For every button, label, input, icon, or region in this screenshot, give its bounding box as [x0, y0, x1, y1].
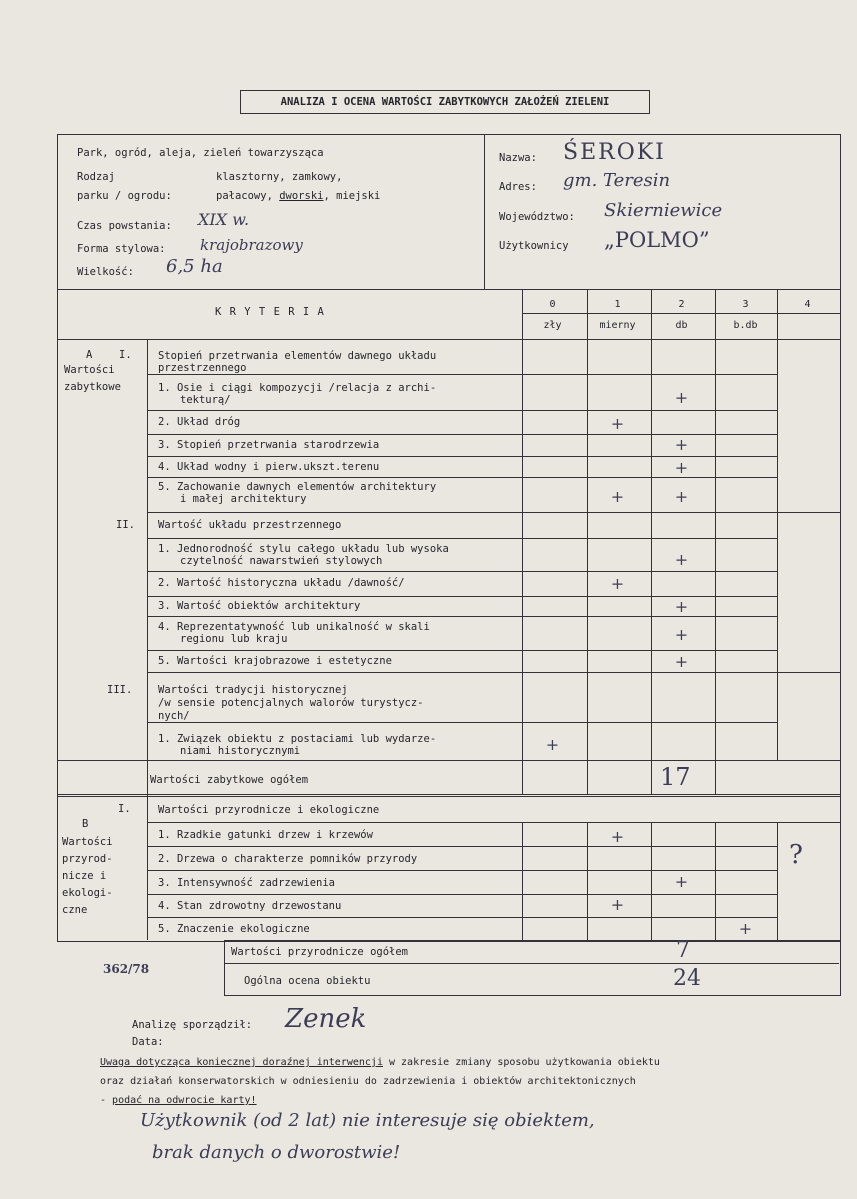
section-b-label-4: ekologi-: [62, 887, 113, 899]
czas-label: Czas powstania:: [77, 220, 172, 232]
wojewodztwo-value: Skierniewice: [604, 200, 723, 221]
criterion-a2-2: 2. Wartość historyczna układu /dawność/: [158, 577, 405, 589]
criterion-a3-1: 1. Związek obiektu z postaciami lub wydarze-: [158, 733, 437, 745]
group-i-title-1: Stopień przetrwania elementów dawnego układu: [158, 350, 437, 362]
criterion-a1-2: 2. Układ dróg: [158, 416, 241, 428]
section-b-label-5: czne: [62, 904, 88, 916]
criterion-a2-5: 5. Wartości krajobrazowe i estetyczne: [158, 655, 392, 667]
row-line: [147, 456, 777, 457]
section-a-letter: A: [86, 349, 93, 361]
kryteria-header: K R Y T E R I A: [215, 306, 325, 318]
section-b-label-1: Wartości: [62, 836, 113, 848]
type-line: Park, ogród, aleja, zieleń towarzysząca: [77, 147, 324, 159]
row-line: [147, 374, 777, 375]
criterion-a2-4: 4. Reprezentatywność lub unikalność w skali: [158, 621, 430, 633]
criterion-a2-3: 3. Wartość obiektów architektury: [158, 600, 361, 612]
mark-a1-2-mierny: +: [610, 414, 625, 433]
uzytkownicy-label: Użytkownicy: [499, 240, 569, 252]
row-line: [147, 571, 777, 572]
wielkosc-value: 6,5 ha: [166, 256, 223, 277]
criterion-a1-1-cont: tekturą/: [180, 394, 231, 406]
uwaga-prefix: Uwaga dotycząca koniecznej doraźnej interwencji: [100, 1057, 383, 1068]
criterion-a2-1: 1. Jednorodność stylu całego układu lub wysoka: [158, 543, 449, 555]
grade-num-2: 2: [678, 299, 685, 310]
group-i-num: I.: [119, 349, 132, 361]
criterion-b1-5: 5. Znaczenie ekologiczne: [158, 923, 310, 935]
row-line: [147, 870, 777, 871]
signature: Zenek: [285, 1004, 367, 1034]
section-b-total-label: Wartości przyrodnicze ogółem: [231, 946, 409, 958]
row-line: [147, 822, 840, 823]
criterion-b1-4: 4. Stan zdrowotny drzewostanu: [158, 900, 342, 912]
col-line-3: [715, 289, 716, 795]
col-line-0: [522, 289, 523, 795]
row-line: [147, 477, 777, 478]
mark-a1-5-mierny: +: [610, 487, 625, 506]
group-ii-title: Wartość układu przestrzennego: [158, 519, 342, 531]
row-line: [147, 512, 840, 513]
option-dworski-selected: dworski: [279, 190, 324, 202]
overall-label: Ogólna ocena obiektu: [244, 975, 371, 987]
criterion-a1-5-cont: i małej architektury: [180, 493, 307, 505]
mark-a2-4-db: +: [674, 625, 689, 644]
section-a-label-2: zabytkowe: [64, 381, 121, 393]
section-b-title: Wartości przyrodnicze i ekologiczne: [158, 804, 380, 816]
rodzaj-options-2: [216, 190, 380, 202]
grade-num-4: 4: [804, 299, 811, 310]
col-line-b-0: [522, 822, 523, 940]
group-ii-num: II.: [116, 519, 135, 531]
forma-value: krajobrazowy: [200, 236, 303, 254]
group-iii-title-1: Wartości tradycji historycznej: [158, 684, 348, 696]
grade-label-3: b.db: [733, 320, 758, 331]
group-iii-num: III.: [107, 684, 133, 696]
mark-b1-1-mierny: +: [610, 827, 625, 846]
section-a-total-label: Wartości zabytkowe ogółem: [150, 774, 309, 786]
uwaga-odwrocie: podać na odwrocie karty!: [112, 1095, 257, 1106]
criterion-a1-5: 5. Zachowanie dawnych elementów architektury: [158, 481, 437, 493]
group-i-title-2: przestrzennego: [158, 362, 247, 374]
grade-label-1: mierny: [599, 320, 636, 331]
criterion-b1-2: 2. Drzewa o charakterze pomników przyrody: [158, 853, 418, 865]
group-iii-title-2: /w sensie potencjalnych walorów turystycz-: [158, 697, 424, 709]
section-b-letter: B: [82, 818, 89, 830]
criterion-a1-1: 1. Osie i ciągi kompozycji /relacja z archi-: [158, 382, 437, 394]
criterion-a2-4-cont: regionu lub kraju: [180, 633, 288, 645]
question-mark: ?: [789, 840, 803, 870]
mark-a2-5-db: +: [674, 652, 689, 671]
grade-label-2: db: [675, 320, 688, 331]
section-b-label-3: nicze i: [62, 870, 107, 882]
overall-value: 24: [673, 966, 701, 991]
row-line: [147, 722, 777, 723]
grade-header-bottom-line: [57, 339, 840, 340]
mark-b1-3-db: +: [674, 872, 689, 891]
mark-a2-2-mierny: +: [610, 574, 625, 593]
criterion-a3-1-cont: niami historycznymi: [180, 745, 301, 757]
header-divider: [484, 134, 485, 289]
handwritten-note-1: Użytkownik (od 2 lat) nie interesuje się obiektem,: [140, 1110, 595, 1131]
section-separator: [57, 794, 840, 797]
row-line: [147, 650, 777, 651]
section-a-label-1: Wartości: [64, 364, 115, 376]
grade-label-0: zły: [543, 320, 562, 331]
row-line: [147, 410, 777, 411]
sporzadzil-label: Analizę sporządził:: [132, 1019, 253, 1031]
row-line: [57, 760, 840, 761]
header-bottom-line: [57, 289, 840, 290]
row-line: [147, 616, 777, 617]
option-palacowy: pałacowy,: [216, 190, 280, 202]
form-title: ANALIZA I OCENA WARTOŚCI ZABYTKOWYCH ZAŁOŻEŃ ZIELENI: [280, 96, 610, 108]
option-miejski: , miejski: [323, 190, 381, 202]
mark-a3-1-zly: +: [545, 735, 560, 754]
col-line-4: [777, 289, 778, 760]
nazwa-value: ŚEROKI: [563, 140, 666, 165]
col-line-b-4: [777, 822, 778, 940]
criterion-a1-3: 3. Stopień przetrwania starodrzewia: [158, 439, 380, 451]
wielkosc-label: Wielkość:: [77, 266, 134, 278]
section-b-num: I.: [118, 803, 131, 815]
col-line-2: [651, 289, 652, 795]
grade-num-3: 3: [742, 299, 749, 310]
group-iii-title-3: nych/: [158, 710, 190, 722]
parku-label: parku / ogrodu:: [77, 190, 172, 202]
uwaga-line-1-rest: w zakresie zmiany sposobu użytkowania obiektu: [382, 1057, 660, 1068]
forma-label: Forma stylowa:: [77, 243, 166, 255]
mark-b1-4-mierny: +: [610, 895, 625, 914]
data-label: Data:: [132, 1036, 164, 1048]
handwritten-note-2: brak danych o dworostwie!: [152, 1142, 401, 1163]
section-b-label-2: przyrod-: [62, 853, 113, 865]
row-line: [147, 846, 777, 847]
criterion-b1-1: 1. Rzadkie gatunki drzew i krzewów: [158, 829, 373, 841]
uwaga-dash: -: [100, 1095, 113, 1106]
row-line: [147, 672, 840, 673]
criterion-a1-4: 4. Układ wodny i pierw.ukszt.terenu: [158, 461, 380, 473]
mark-a1-1-db: +: [674, 388, 689, 407]
title-box: [240, 90, 650, 114]
mark-a2-3-db: +: [674, 597, 689, 616]
col-line-section: [147, 339, 148, 940]
grade-num-1: 1: [614, 299, 621, 310]
rodzaj-label: Rodzaj: [77, 171, 115, 183]
czas-value: XIX w.: [198, 210, 250, 229]
row-line: [147, 894, 777, 895]
mark-a1-5-db: +: [674, 487, 689, 506]
totals-mid-line: [224, 963, 839, 964]
adres-label: Adres:: [499, 181, 537, 193]
doc-number: 362/78: [103, 962, 150, 976]
row-line: [147, 917, 777, 918]
mark-b1-5-bdb: +: [738, 919, 753, 938]
section-a-total-value: 17: [660, 763, 691, 791]
col-line-1: [587, 289, 588, 795]
rodzaj-options-1: klasztorny, zamkowy,: [216, 171, 343, 183]
uwaga-line-1: [100, 1057, 660, 1069]
uzytkownicy-value: „POLMO”: [604, 228, 710, 252]
uwaga-line-2: oraz działań konserwatorskich w odniesieniu do zadrzewienia i obiektów architektonicznych: [100, 1076, 636, 1087]
section-b-total-value: 7: [676, 938, 690, 963]
wojewodztwo-label: Województwo:: [499, 211, 575, 223]
criterion-a2-1-cont: czytelność nawarstwień stylowych: [180, 555, 383, 567]
criterion-b1-3: 3. Intensywność zadrzewienia: [158, 877, 336, 889]
nazwa-label: Nazwa:: [499, 152, 537, 164]
mark-a1-4-db: +: [674, 458, 689, 477]
grade-num-0: 0: [549, 299, 556, 310]
grade-header-mid-line: [522, 313, 840, 314]
uwaga-line-3: [100, 1095, 257, 1107]
row-line: [147, 538, 777, 539]
mark-a1-3-db: +: [674, 435, 689, 454]
mark-a2-1-db: +: [674, 550, 689, 569]
adres-value: gm. Teresin: [563, 170, 671, 191]
